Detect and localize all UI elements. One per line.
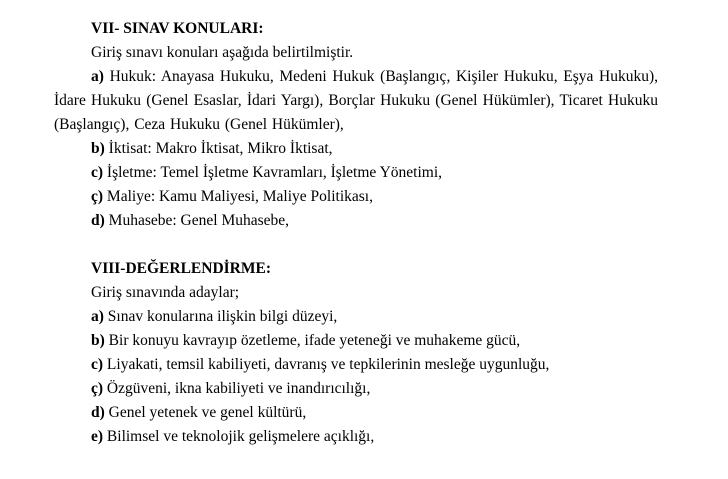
item-text: Özgüveni, ikna kabiliyeti ve inandırıcılığı, — [106, 380, 371, 397]
item-label: a) — [91, 308, 104, 325]
section-8-item-a — [54, 305, 658, 329]
item-text: Liyakati, temsil kabiliyeti, davranış ve tepkilerinin mesleğe uygunluğu, — [106, 356, 550, 373]
section-8-item-d — [54, 401, 658, 425]
section-gap — [54, 233, 658, 257]
section-7-intro: Giriş sınavı konuları aşağıda belirtilmiştir. — [91, 44, 354, 61]
document-page — [54, 17, 658, 449]
item-text: İktisat: Makro İktisat, Mikro İktisat, — [108, 140, 333, 157]
item-label: d) — [91, 212, 105, 229]
section-8-item-c — [54, 353, 658, 377]
section-8-item-e — [54, 425, 658, 449]
item-text: Maliye: Kamu Maliyesi, Maliye Politikası, — [106, 188, 373, 205]
section-7-item-b — [54, 137, 658, 161]
item-text: Genel yetenek ve genel kültürü, — [108, 404, 307, 421]
item-label: c) — [91, 356, 104, 373]
item-label: ç) — [91, 188, 104, 205]
section-8-title: VIII-DEĞERLENDİRME: — [91, 260, 271, 277]
section-8-intro: Giriş sınavında adaylar; — [91, 284, 240, 301]
section-7-item-c — [54, 161, 658, 185]
section-7-item-d — [54, 209, 658, 233]
item-text: İşletme: Temel İşletme Kavramları, İşletme Yönetimi, — [106, 164, 442, 181]
item-text: Hukuk: Anayasa Hukuku, Medeni Hukuk (Başlangıç, Kişiler Hukuku, Eşya Hukuku), İdare Hukuku (Genel Esaslar, İdari Yargı), Borçlar Hukuku (Genel Hükümler), Ticaret Hukuku (Başlangıç), Ceza Hukuku (Genel Hükümler), — [54, 68, 659, 133]
item-text: Bilimsel ve teknolojik gelişmelere açıklığı, — [106, 428, 375, 445]
item-text: Muhasebe: Genel Muhasebe, — [108, 212, 290, 229]
item-label: d) — [91, 404, 105, 421]
item-label: b) — [91, 332, 105, 349]
section-8-item-b — [54, 329, 658, 353]
item-label: e) — [91, 428, 104, 445]
item-label: c) — [91, 164, 104, 181]
item-label: ç) — [91, 380, 104, 397]
item-label: b) — [91, 140, 105, 157]
item-label: a) — [91, 68, 104, 85]
item-text: Bir konuyu kavrayıp özetleme, ifade yeteneği ve muhakeme gücü, — [108, 332, 521, 349]
item-text: Sınav konularına ilişkin bilgi düzeyi, — [107, 308, 338, 325]
section-7-item-c-cedilla — [54, 185, 658, 209]
section-7-item-a — [54, 65, 658, 137]
section-7-title: VII- SINAV KONULARI: — [91, 20, 264, 37]
section-8-item-c-cedilla — [54, 377, 658, 401]
